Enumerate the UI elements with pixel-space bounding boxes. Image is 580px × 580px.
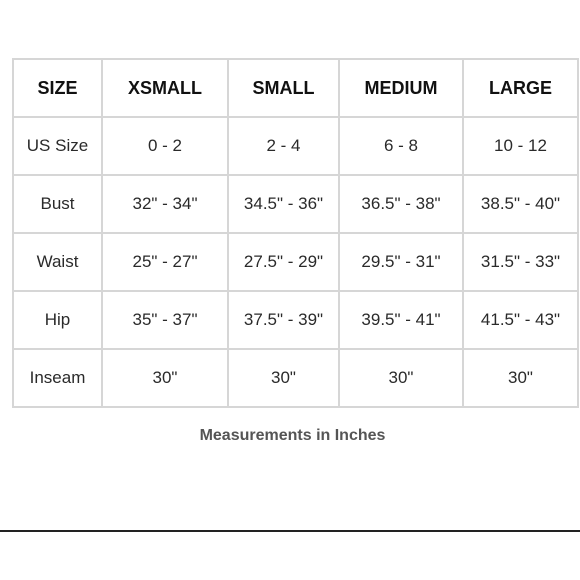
table-cell: 30" — [102, 349, 228, 407]
table-cell: 25" - 27" — [102, 233, 228, 291]
size-chart-table — [12, 58, 579, 408]
table-cell: 29.5" - 31" — [339, 233, 463, 291]
divider-line — [0, 530, 580, 532]
table-cell: 30" — [339, 349, 463, 407]
header-cell-medium: MEDIUM — [339, 59, 463, 117]
table-cell: 34.5" - 36" — [228, 175, 339, 233]
table-cell: 10 - 12 — [463, 117, 578, 175]
header-row — [13, 59, 578, 117]
table-cell: 41.5" - 43" — [463, 291, 578, 349]
table-cell: 31.5" - 33" — [463, 233, 578, 291]
table-cell: 30" — [228, 349, 339, 407]
table-cell: 6 - 8 — [339, 117, 463, 175]
table-cell: 39.5" - 41" — [339, 291, 463, 349]
table-cell: 32" - 34" — [102, 175, 228, 233]
header-cell-large: LARGE — [463, 59, 578, 117]
table-cell: 36.5" - 38" — [339, 175, 463, 233]
table-cell: 27.5" - 29" — [228, 233, 339, 291]
table-cell: 30" — [463, 349, 578, 407]
row-label: Waist — [13, 233, 102, 291]
row-label: Bust — [13, 175, 102, 233]
header-cell-size: SIZE — [13, 59, 102, 117]
table-row — [13, 117, 578, 175]
row-label: Hip — [13, 291, 102, 349]
table-row — [13, 175, 578, 233]
table-row — [13, 291, 578, 349]
header-cell-small: SMALL — [228, 59, 339, 117]
table-row — [13, 349, 578, 407]
row-label: US Size — [13, 117, 102, 175]
table-row — [13, 233, 578, 291]
table-cell: 0 - 2 — [102, 117, 228, 175]
measurements-caption: Measurements in Inches — [199, 427, 386, 444]
header-cell-xsmall: XSMALL — [102, 59, 228, 117]
table-cell: 37.5" - 39" — [228, 291, 339, 349]
table-cell: 38.5" - 40" — [463, 175, 578, 233]
table-cell: 35" - 37" — [102, 291, 228, 349]
table-cell: 2 - 4 — [228, 117, 339, 175]
row-label: Inseam — [13, 349, 102, 407]
